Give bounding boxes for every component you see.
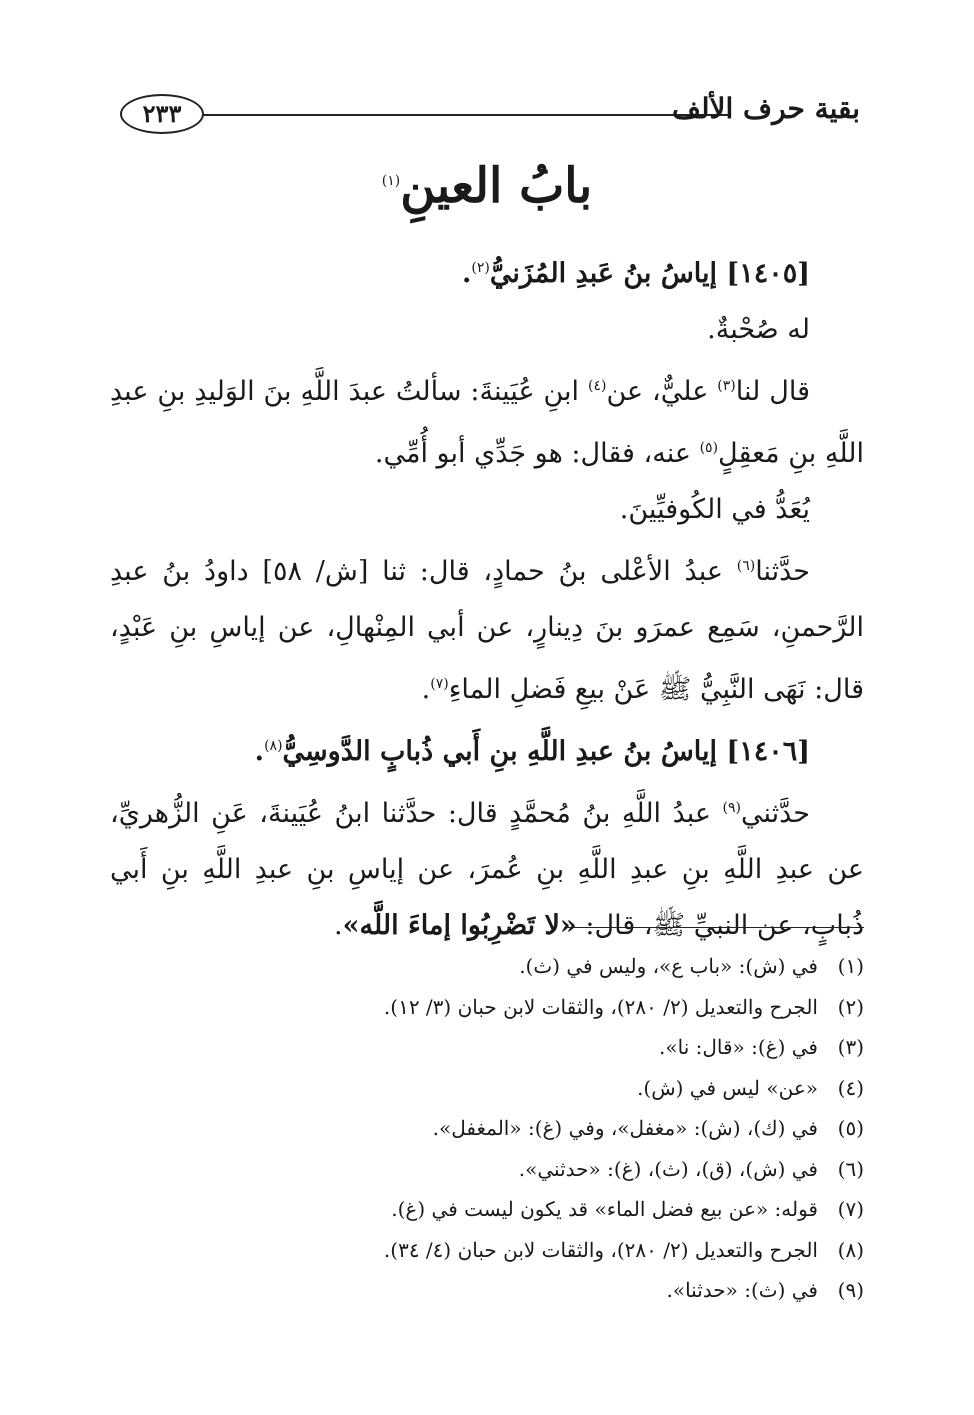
footnote [110,1027,864,1068]
footnote-number: (٤) [837,1075,864,1100]
paragraph: يُعَدُّ في الكُوفيِّينَ. [619,494,810,525]
footnote-text: في (ش)، (ق)، (ث)، (غ): «حدثني». [518,1156,818,1181]
footnote-number: (٥) [837,1116,864,1140]
footnote [110,1189,864,1230]
footnote-text: قوله: «عن بيع فضل الماء» قد يكون ليست في (غ). [391,1197,818,1221]
text-run: عبدُ اللَّهِ بنُ مُحمَّدٍ قال: حدَّثنا ابنُ عُيَينةَ، عَنِ الزُّهريِّ، عن عبدِ اللَّهِ بنِ عبدِ اللَّهِ بنِ عُمرَ، عن إياسِ بنِ عبدِ اللَّهِ بنِ أَبي ذُبابٍ، عن النبيِّ ﷺ، قال: [110,798,864,941]
chapter-title [0,158,974,214]
entry-heading-text: [١٤٠٦] إياسُ بنُ عبدِ اللَّهِ بنِ أَبي ذُبابٍ الدَّوسِيُّ [282,736,810,767]
footnote [110,1108,864,1149]
entry-heading-text: [١٤٠٥] إياسُ بنُ عَبدِ المُزَنيُّ [489,258,810,289]
footnote [110,1230,864,1271]
footnote-text: الجرح والتعديل (٢/ ٢٨٠)، والثقات لابن حبان (٤/ ٣٤). [383,1237,818,1262]
text-run: حدَّثني [740,798,810,829]
footnote [110,946,864,987]
text-run: قال لنا [735,376,810,407]
footnote-text: الجرح والتعديل (٢/ ٢٨٠)، والثقات لابن حبان (٣/ ١٢). [383,994,818,1019]
footnote-ref: (٢) [471,260,490,276]
footnote-ref: (١) [381,173,401,189]
paragraph [110,538,864,718]
text-run: حدَّثنا [755,556,810,587]
footnote [110,1149,864,1190]
text-run: عبدُ الأعْلى بنُ حمادٍ، قال: ثنا [ش/ ٥٨] داودُ بنُ عبدِ الرَّحمنِ، سَمِع عمرَو بنَ دِينارٍ، عن أبي المِنْهالِ، عن إياسِ بنِ عَبْدٍ، قال: نَهَى النَّبِيُّ ﷺ عَنْ بيعِ فَضلِ الماءِ [110,556,864,705]
header-rule [200,114,730,116]
paragraph [110,358,864,482]
footnote-ref: (٩) [722,800,741,816]
footnote-number: (٦) [837,1156,864,1181]
footnote [110,1068,864,1109]
footnote-text: في (غ): «قال: نا». [659,1035,818,1059]
footnote-number: (٧) [837,1197,864,1221]
text-run: عليٌّ، عن [606,376,718,407]
footnote-number: (٨) [837,1237,864,1262]
footnote [110,987,864,1028]
footnote-ref: (٥) [699,440,719,456]
heading-period: . [254,736,265,767]
heading-period: . [462,258,472,289]
footnote-number: (٢) [837,994,864,1019]
footnote-ref: (٤) [587,378,607,394]
footnote [110,1270,864,1311]
text-run: . [334,910,343,941]
page-number: ٢٣٣ [120,94,204,134]
text-run: ابنِ عُيَينةَ: سألتُ عبدَ اللَّهِ بنَ الوَليدِ بنِ عبدِ اللَّهِ بنِ مَعقِلٍ [110,376,864,469]
footnote-ref: (٦) [736,558,756,574]
entry-heading-1405 [110,240,864,302]
footnote-separator [564,927,864,928]
footnote-ref: (٣) [717,378,736,394]
footnote-number: (٣) [837,1035,864,1059]
main-text [110,240,864,954]
footnote-ref: (٨) [264,738,283,754]
running-head: بقية حرف الألف [672,92,860,125]
footnote-number: (٩) [837,1278,864,1302]
page-header [120,88,860,138]
footnote-text: في (ش): «باب ع»، وليس في (ث). [519,954,818,978]
text-run: عنه، فقال: هو جَدِّي أبو أُمِّي. [374,438,700,469]
text-run: . [421,674,431,705]
hadith-quote: «لا تَضْرِبُوا إماءَ اللَّه» [342,910,577,941]
footnote-text: «عن» ليس في (ش). [637,1075,818,1100]
footnote-ref: (٧) [430,676,449,692]
footnote-text: في (ث): «حدثنا». [666,1278,818,1302]
footnote-text: في (ك)، (ش): «مغفل»، وفي (غ): «المغفل». [432,1116,818,1140]
footnote-number: (١) [837,954,864,978]
footnotes [110,946,864,1311]
chapter-title-text: بابُ العينِ [400,158,593,214]
entry-heading-1406 [110,718,864,780]
paragraph: له صُحْبةٌ. [707,314,810,345]
